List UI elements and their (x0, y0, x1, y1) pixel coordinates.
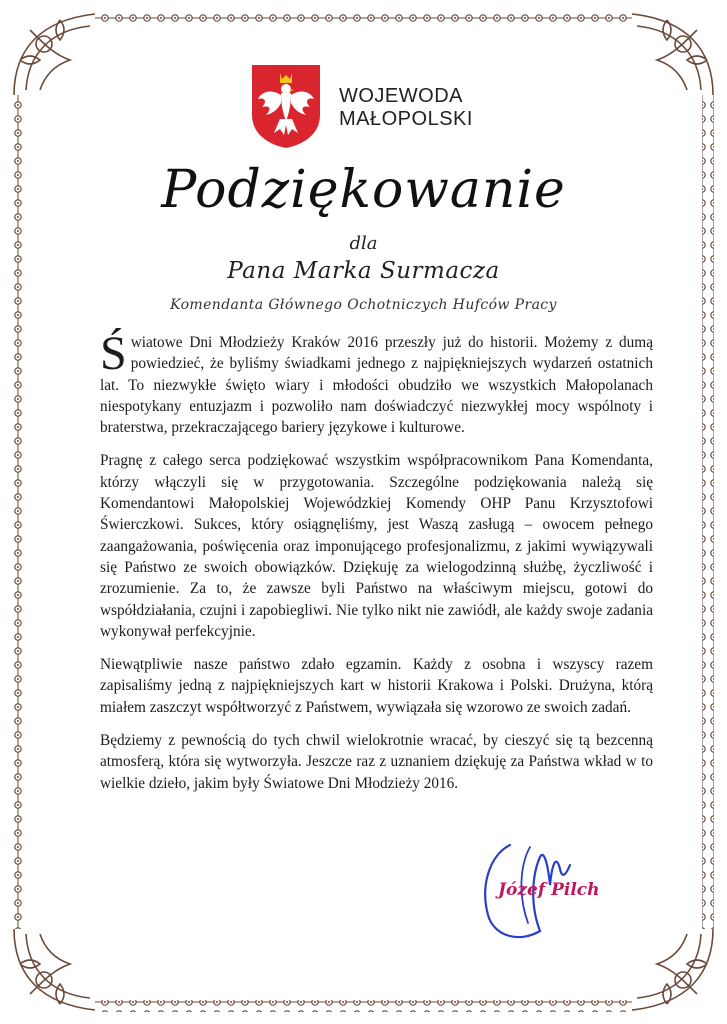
paragraph-1-text: wiatowe Dni Młodzieży Kraków 2016 przeszły już do historii. Możemy z dumą powiedzieć, że byliśmy świadkami jednego z najpiękniejszych wydarzeń ostatnich lat. To niezwykłe święto wiary i młodości obudziło we wszystkich Małopolanach niespotykany entuzjazm i pozwoliło nam doświadczyć niezwykłej mocy wspólnoty i braterstwa, przekraczającego bariery językowe i kulturowe. (100, 334, 653, 437)
drop-cap: Ś (100, 327, 127, 380)
document-title: Podziękowanie (161, 160, 566, 220)
paragraph-1 (100, 327, 653, 438)
office-name (339, 85, 473, 131)
signatory-name: Józef Pilch (498, 880, 600, 900)
letter-body (100, 327, 653, 806)
dla-label: dla (349, 233, 378, 254)
paragraph-4: Będziemy z pewnością do tych chwil wielokrotnie wracać, by cieszyć się tą bezcenną atmosferą, która się wytworzyła. Jeszcze raz z uznaniem dziękuję za Państwa wkład w to wielkie dzieło, jakim były Światowe Dni Młodzieży 2016. (100, 732, 653, 792)
recipient-name: Pana Marka Surmacza (227, 258, 500, 284)
paragraph-2: Pragnę z całego serca podziękować wszystkim współpracownikom Pana Komendanta, którzy włączyli się w przygotowania. Szczególne podziękowania należą się Komendantowi Małopolskiej Wojewódzkiej Komendy OHP Panu Krzysztofowi Świerczkowi. Sukces, który osiągnęliśmy, jest Waszą zasługą – owocem pełnego zaangażowania, poświęcenia oraz imponującego profesjonalizmu, z jakimi wywiązywali się Państwo ze swoich obowiązków. Dziękuję za wielogodzinną służbę, życzliwość i zrozumienie. Za to, że zawsze byli Państwo na właściwym miejscu, gotowi do współdziałania, czujni i zapobiegliwi. Nie tylko nikt nie zawiódł, ale każdy swoje zadania wykonywał perfekcyjnie. (100, 452, 653, 640)
office-line2: MAŁOPOLSKI (339, 108, 473, 130)
recipient-role: Komendanta Głównego Ochotniczych Hufców Pracy (170, 297, 557, 313)
paragraph-3: Niewątpliwie nasze państwo zdało egzamin. Każdy z osobna i wszyscy razem zapisaliśmy jedną z najpiękniejszych kart w historii Krakowa i Polski. Drużyna, którą miałem zaszczyt współtworzyć z Państwem, wywiązała się wzorowo ze swoich zadań. (100, 656, 653, 716)
eagle-emblem-icon (250, 63, 322, 149)
office-line1: WOJEWODA (339, 85, 463, 107)
